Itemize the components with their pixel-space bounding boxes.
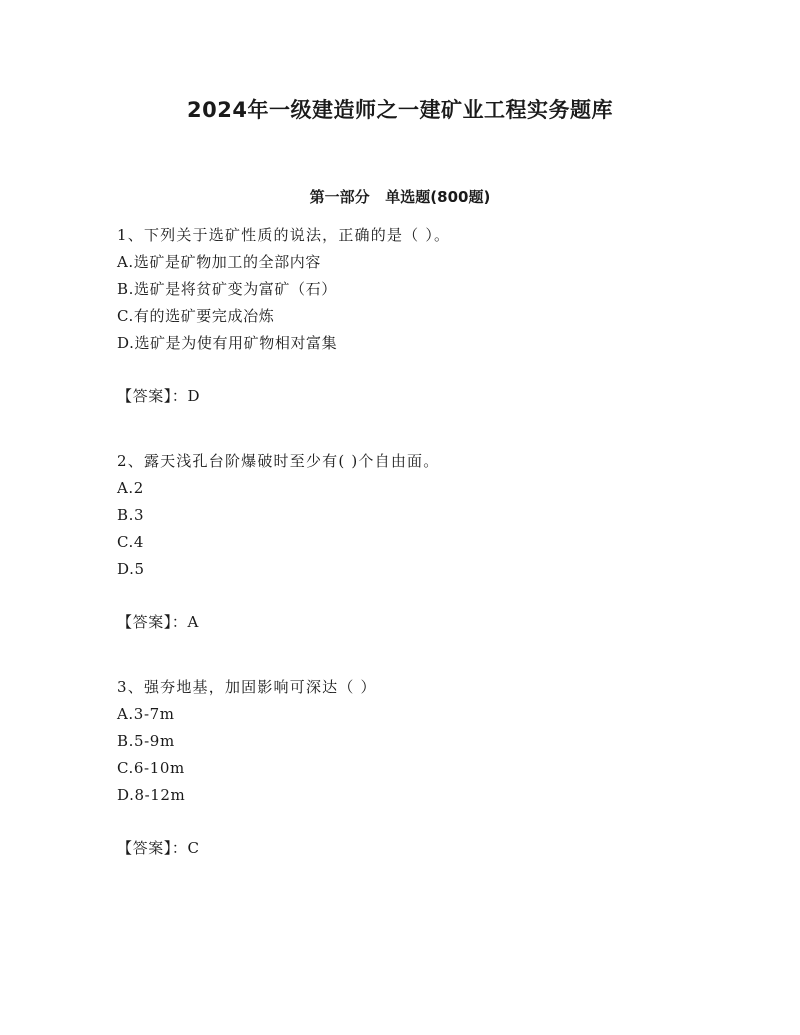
question-stem: 2、露天浅孔台阶爆破时至少有( )个自由面。: [117, 452, 440, 470]
question-stem: 1、下列关于选矿性质的说法，正确的是（ ）。: [117, 226, 451, 244]
option-b: B.3: [117, 506, 145, 524]
question-stem: 3、强夯地基，加固影响可深达（ ）: [117, 678, 377, 696]
option-c: C.4: [117, 533, 145, 551]
question-spacer: [117, 410, 717, 448]
option-c: C.6-10m: [117, 759, 185, 777]
question-list: [117, 222, 717, 862]
section-title: 第一部分 单选题(800题): [309, 188, 491, 206]
question-3: [117, 674, 717, 862]
option-b: B.5-9m: [117, 732, 175, 750]
answer-line: 【答案】：A: [117, 613, 199, 631]
answer-line: 【答案】：C: [117, 839, 200, 857]
option-c: C.有的选矿要完成冶炼: [117, 307, 275, 325]
option-a: A.选矿是矿物加工的全部内容: [117, 253, 322, 271]
option-a: A.2: [117, 479, 144, 497]
option-d: D.5: [117, 560, 145, 578]
option-d: D.选矿是为使有用矿物相对富集: [117, 334, 338, 352]
question-spacer: [117, 636, 717, 674]
document-title: 2024年一级建造师之一建矿业工程实务题库: [187, 98, 613, 122]
option-d: D.8-12m: [117, 786, 186, 804]
question-2: [117, 448, 717, 636]
option-b: B.选矿是将贫矿变为富矿（石）: [117, 280, 337, 298]
option-a: A.3-7m: [117, 705, 175, 723]
answer-line: 【答案】：D: [117, 387, 201, 405]
question-1: [117, 222, 717, 410]
